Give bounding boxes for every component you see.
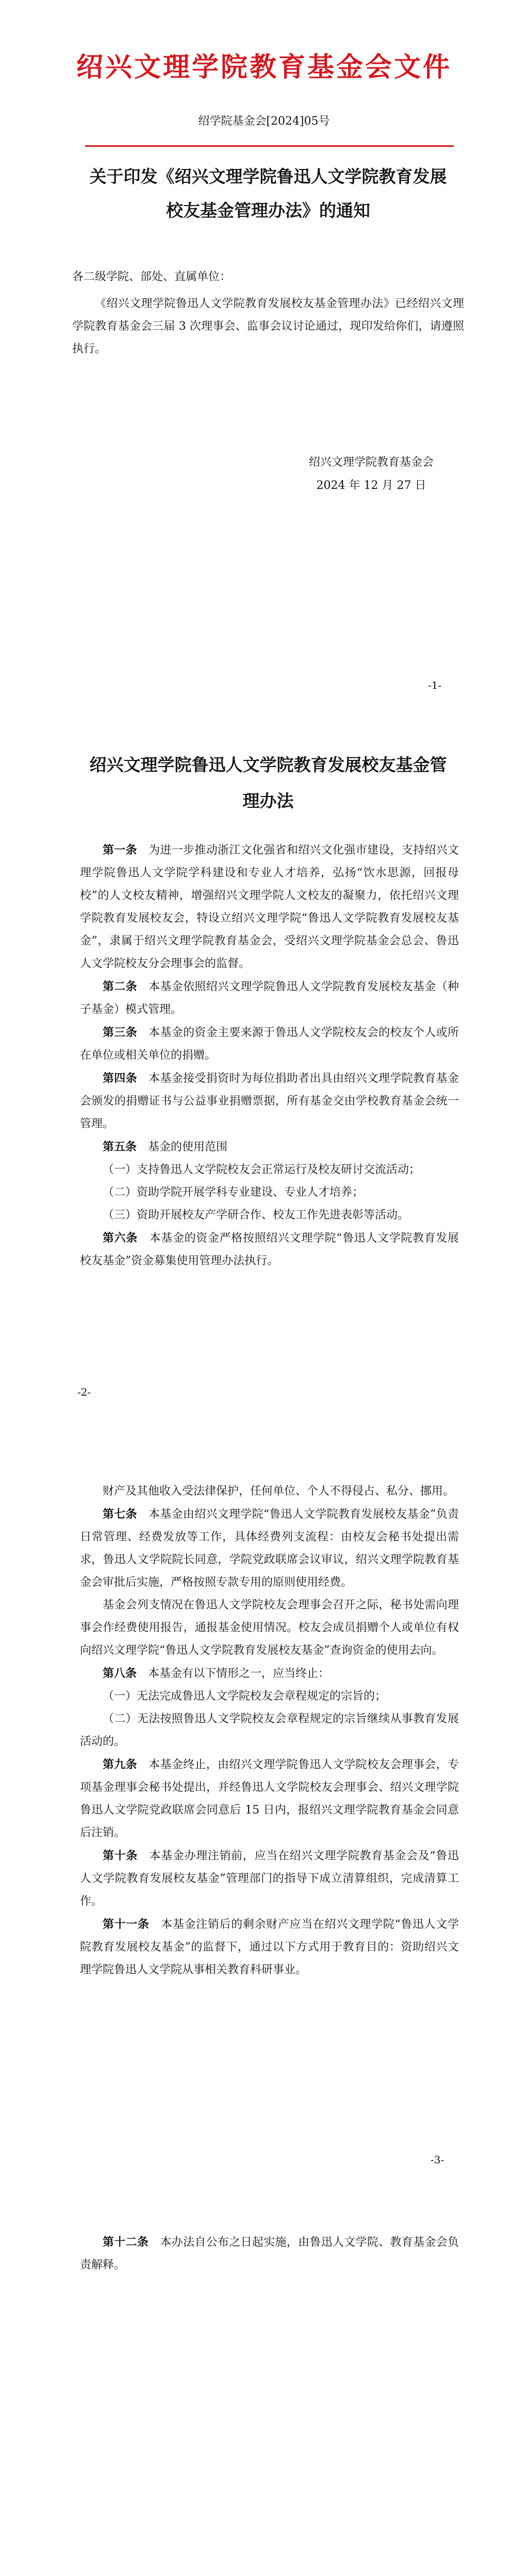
notice-title: 关于印发《绍兴文理学院鲁迅人文学院教育发展校友基金管理办法》的通知 <box>89 166 447 221</box>
article-subitem: （三）资助开展校友产学研合作、校友工作先进表彰等活动。 <box>103 1209 409 1222</box>
regulation-title: 绍兴文理学院鲁迅人文学院教育发展校友基金管理办法 <box>89 755 447 811</box>
article-paragraph: 第四条 本基金接受捐资时为每位捐助者出具由绍兴文理学院教育基金会颁发的捐赠证书与公益事业捐赠票据，所有基金交由学校教育基金会统一管理。 <box>80 1072 459 1130</box>
page-2 <box>0 701 528 1445</box>
signature-date: 2024 年 12 月 27 日 <box>316 479 426 492</box>
article-paragraph: 第七条 本基金由绍兴文理学院“鲁迅人文学院教育发展校友基金”负责日常管理、经费发放等工作，具体经费列支流程：由校友会秘书处提出需求，鲁迅人文学院院长同意，学院党政联席会议审议，绍兴文理学院教育基金会审批后实施，严格按照专款专用的原则使用经费。 <box>80 1507 459 1589</box>
page-1 <box>0 0 528 701</box>
page-number: -1- <box>428 679 442 691</box>
page-number: -3- <box>431 2154 444 2166</box>
page-4 <box>0 2192 528 2576</box>
continued-paragraph: 财产及其他收入受法律保护，任何单位、个人不得侵占、私分、挪用。 <box>103 1485 455 1498</box>
article-paragraph: 第六条 本基金的资金严格按照绍兴文理学院“鲁迅人文学院教育发展校友基金”资金募集使用管理办法执行。 <box>80 1231 459 1267</box>
article-subitem: （二）资助学院开展学科专业建设、专业人才培养； <box>103 1186 364 1199</box>
article-paragraph: 第九条 本基金终止，由绍兴文理学院鲁迅人文学院校友会理事会，专项基金理事会秘书处提出，并经鲁迅人文学院校友会理事会、绍兴文理学院鲁迅人文学院党政联席会同意后 15 日内，报绍兴文理学院教育基金会同意后注销。 <box>80 1758 459 1839</box>
signature-org: 绍兴文理学院教育基金会 <box>308 456 434 469</box>
article-paragraph: 第八条 本基金有以下情形之一，应当终止： <box>103 1667 330 1680</box>
red-divider <box>85 145 454 147</box>
letterhead-title: 绍兴文理学院教育基金会文件 <box>76 52 452 83</box>
article-paragraph: 第三条 本基金的资金主要来源于鲁迅人文学院校友会的校友个人或所在单位或相关单位的捐赠。 <box>80 1026 459 1062</box>
article-paragraph: 第二条 本基金依照绍兴文理学院鲁迅人文学院教育发展校友基金（种子基金）模式管理。 <box>80 980 459 1016</box>
article-subitem: （一）无法完成鲁迅人文学院校友会章程规定的宗旨的； <box>103 1690 387 1703</box>
page-number: -2- <box>77 1386 91 1398</box>
article-paragraph: 第五条 基金的使用范围 <box>103 1140 228 1154</box>
regulation-articles <box>80 839 459 1273</box>
document-number: 绍学院基金会[2024]05号 <box>198 115 330 128</box>
article-paragraph: 第一条 为进一步推动浙江文化强省和绍兴文化强市建设，支持绍兴文理学院鲁迅人文学院学科建设和专业人才培养，弘扬“饮水思源，回报母校”的人文校友精神，增强绍兴文理学院人文校友的凝聚力，依托绍兴文理学院教育发展校友会，特设立绍兴文理学院“鲁迅人文学院教育发展校友基金”，隶属于绍兴文理学院教育基金会，受绍兴文理学院基金会总会、鲁迅人文学院校友分会理事会的监督。 <box>80 843 459 970</box>
article-paragraph: 第十条 本基金办理注销前，应当在绍兴文理学院教育基金会及“鲁迅人文学院教育发展校友基金”管理部门的指导下成立清算组织，完成清算工作。 <box>80 1849 459 1908</box>
article-paragraph: 基金会列支情况在鲁迅人文学院校友会理事会召开之际，秘书处需向理事会作经费使用报告，通报基金使用情况。校友会成员捐赠个人或单位有权向绍兴文理学院“鲁迅人文学院教育发展校友基金”查询资金的使用去向。 <box>80 1599 459 1657</box>
article-paragraph: 第十二条 本办法自公布之日起实施，由鲁迅人文学院、教育基金会负责解释。 <box>80 2235 459 2272</box>
regulation-final <box>80 2231 459 2277</box>
addressee: 各二级学院、部处、直属单位： <box>72 270 232 283</box>
article-paragraph: 第十一条 本基金注销后的剩余财产应当在绍兴文理学院“鲁迅人文学院教育发展校友基金”的监督下，通过以下方式用于教育目的：资助绍兴文理学院鲁迅人文学院从事相关教育科研事业。 <box>80 1918 459 1976</box>
article-subitem: （一）支持鲁迅人文学院校友会正常运行及校友研讨交流活动； <box>103 1163 421 1176</box>
notice-body: 《绍兴文理学院鲁迅人文学院教育发展校友基金管理办法》已经绍兴文理学院教育基金会三届 3 次理事会、监事会议讨论通过，现印发给你们，请遵照执行。 <box>72 297 464 355</box>
regulation-articles-continued <box>80 1480 459 1981</box>
page-3 <box>0 1445 528 2192</box>
article-subitem: （二）无法按照鲁迅人文学院校友会章程规定的宗旨继续从事教育发展活动的。 <box>80 1713 459 1748</box>
